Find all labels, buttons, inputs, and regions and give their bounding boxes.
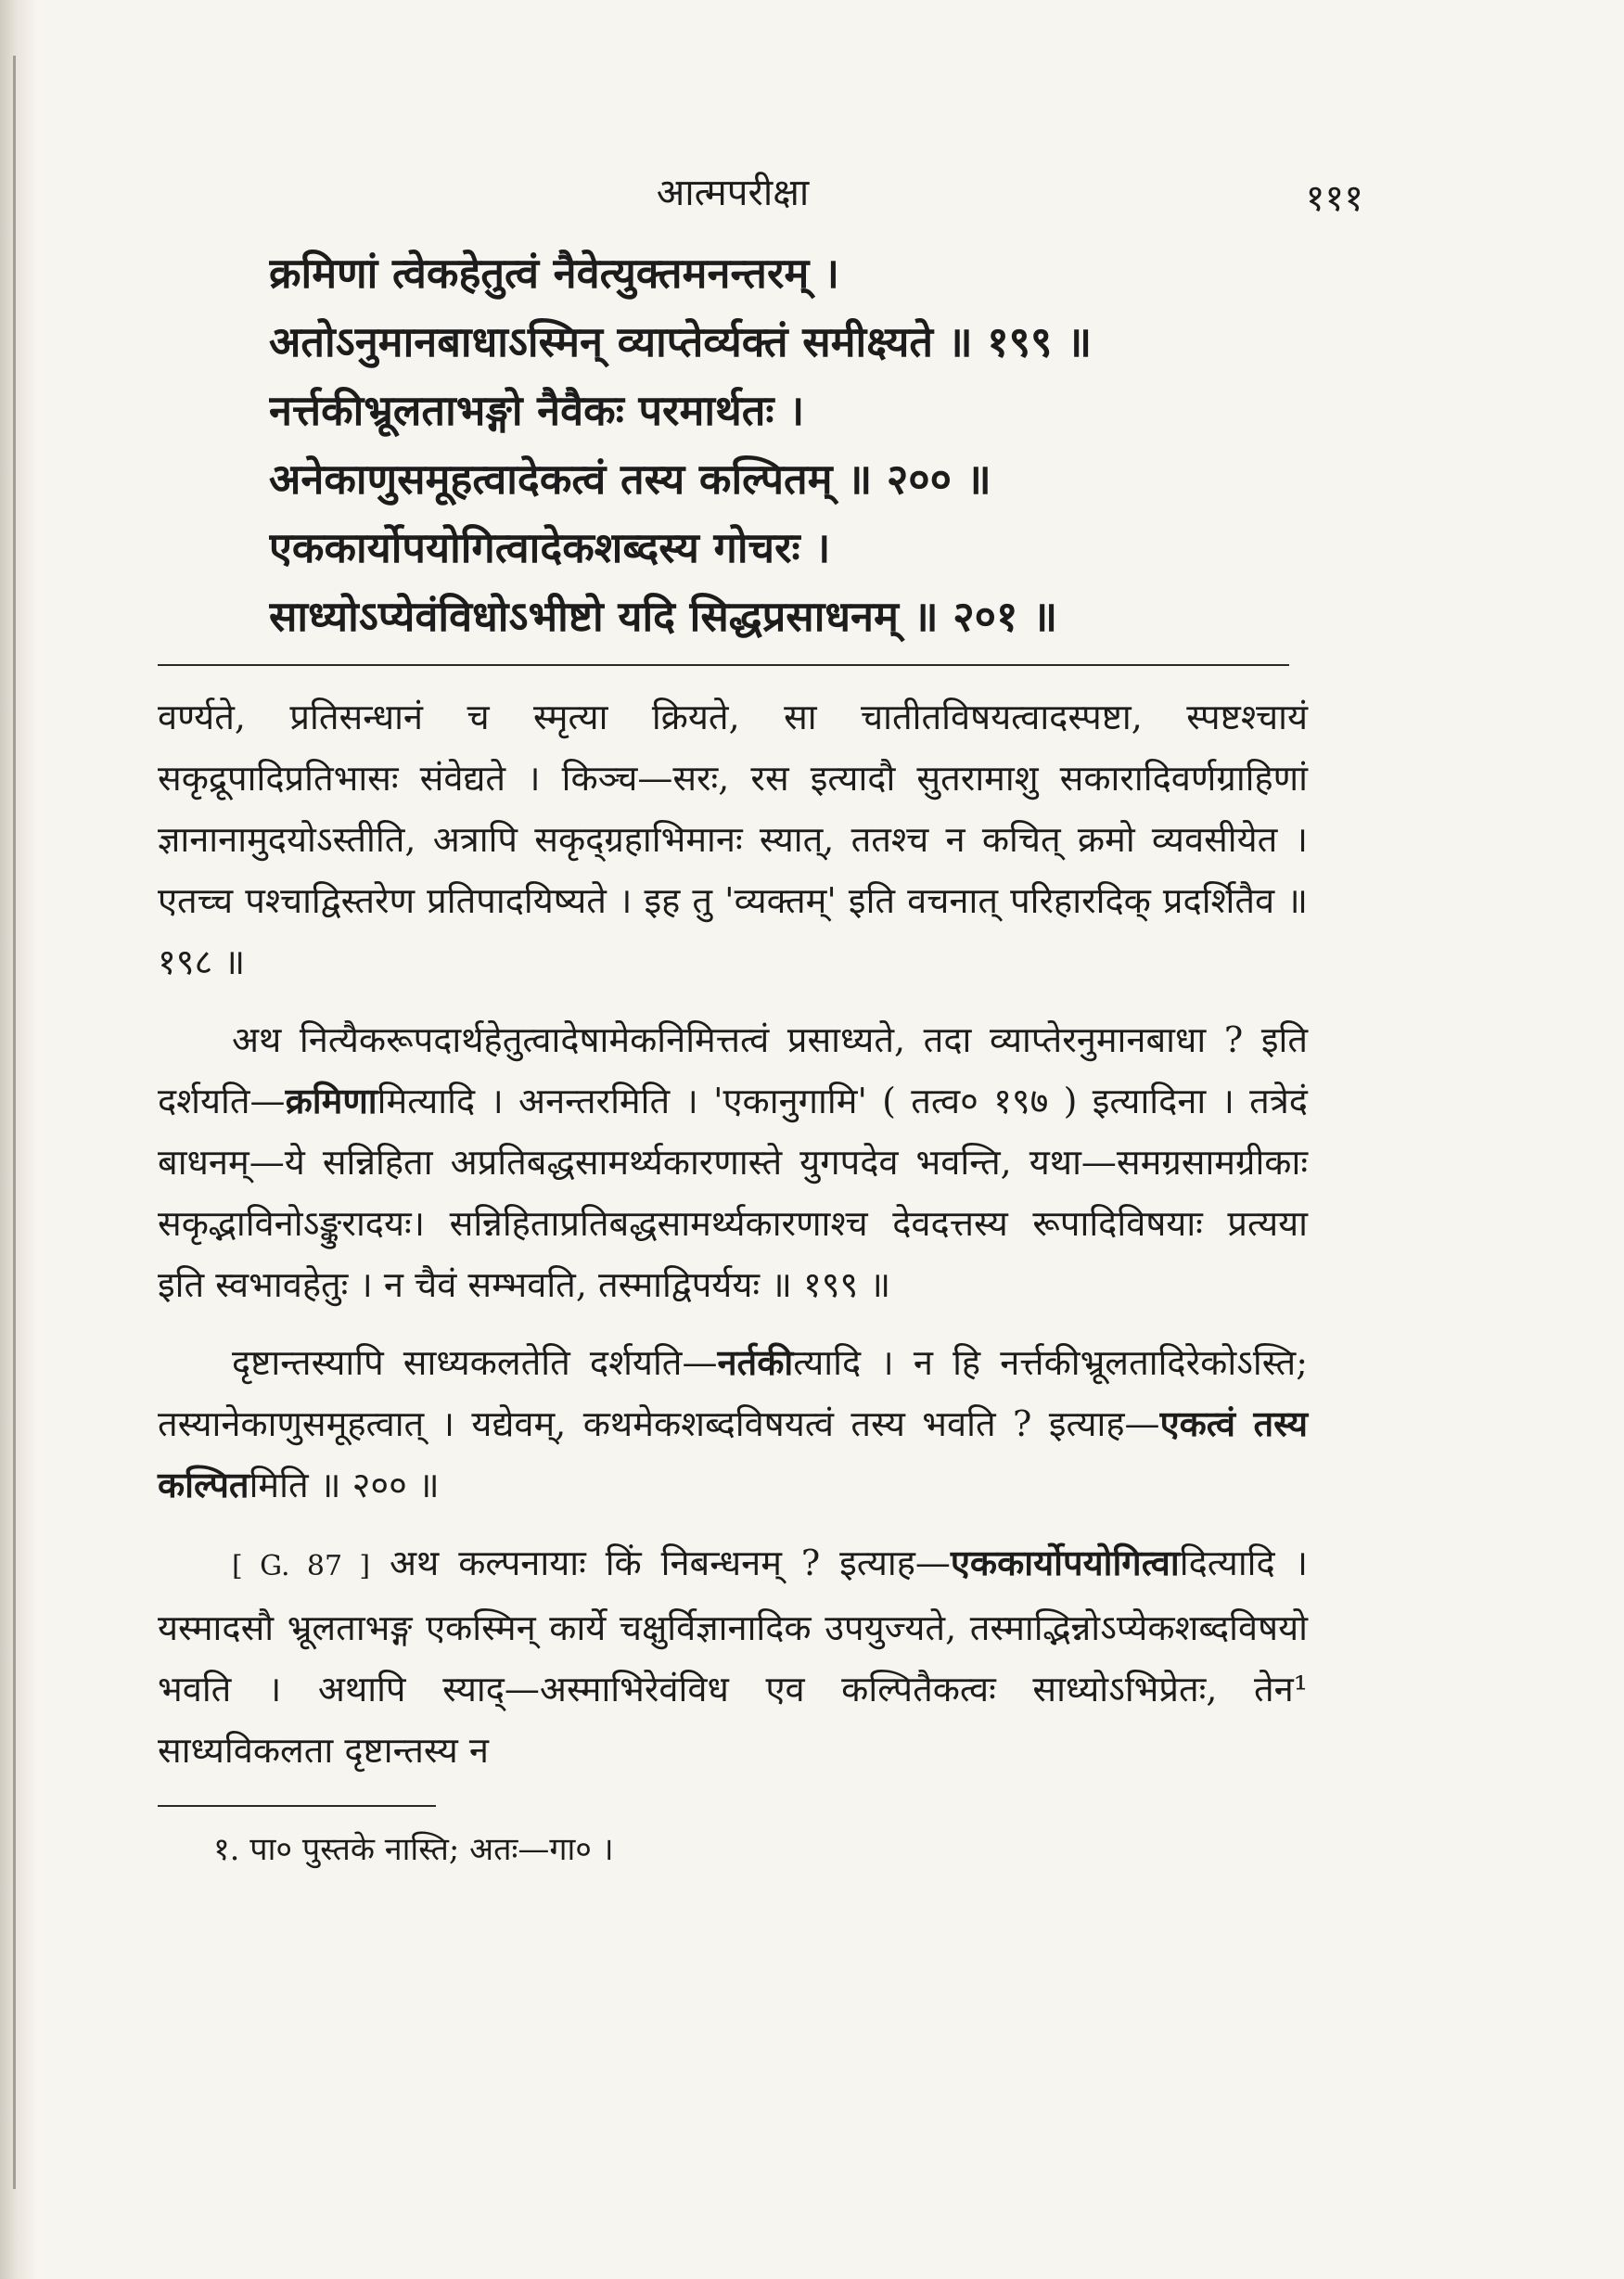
paragraph-text: वर्ण्यते, प्रतिसन्धानं च स्मृत्या क्रियते, सा चातीतविषयत्वादस्पष्टा, स्पष्टश्चायं सकृद्रूपादिप्रतिभासः संवेद्यते । किञ्च—सरः, रस इत्यादौ सुतरामाशु सकारादिवर्णग्राहिणां ज्ञानानामुदयोऽस्तीति, अत्रापि सकृद्ग्रहाभिमानः स्यात्, ततश्च न कचित् क्रमो व्यवसीयेत । एतच्च पश्चाद्विस्तरेण प्रतिपादयिष्यते । इह तु 'व्यक्तम्' इति वचनात् परिहारदिक् प्रदर्शितैव ॥ १९८ ॥ xyxy=(158,697,1308,982)
lemma: नर्तकी xyxy=(717,1341,794,1383)
page-number: १११ xyxy=(1305,177,1363,220)
commentary-paragraph xyxy=(158,686,1308,992)
gilgit-reference: [ G. 87 ] xyxy=(232,1550,371,1582)
paragraph-text xyxy=(158,1009,1308,1315)
verse-line: क्रमिणां त्वेकहेतुत्वं नैवेत्युक्तमनन्तरम् । xyxy=(269,249,839,298)
verse-line: एककार्योपयोगित्वादेकशब्दस्य गोचरः । xyxy=(269,523,831,572)
paragraph-text xyxy=(158,1332,1308,1516)
footnote-rule xyxy=(158,1805,436,1807)
footnote: १. पा० पुस्तके नास्ति; अतः—गा० । xyxy=(213,1831,614,1868)
binding-line xyxy=(13,56,16,2189)
divider-rule xyxy=(158,664,1289,666)
verse-line: अतोऽनुमानबाधाऽस्मिन् व्याप्तेर्व्यक्तं समीक्ष्यते ॥ १९९ ॥ xyxy=(269,317,1093,366)
commentary xyxy=(158,686,1308,1781)
lemma: एकत्वं तस्य कल्पित xyxy=(158,1402,1309,1505)
commentary-paragraph xyxy=(158,1332,1308,1516)
verse-line: अनेकाणुसमूहत्वादेकत्वं तस्य कल्पितम् ॥ २०० ॥ xyxy=(269,455,991,504)
paragraph-span: अथ कल्पनायाः किं निबन्धनम् ? इत्याह— xyxy=(370,1543,951,1583)
paragraph-span: मिति ॥ २०० ॥ xyxy=(249,1465,440,1505)
paragraph-text xyxy=(158,1532,1308,1781)
verse-line: साध्योऽप्येवंविधोऽभीष्टो यदि सिद्धप्रसाधनम् ॥ २०१ ॥ xyxy=(269,592,1058,641)
lemma: क्रमिणा xyxy=(285,1080,377,1121)
paragraph-span: दृष्टान्तस्यापि साध्यकलतेति दर्शयति— xyxy=(232,1342,718,1383)
paragraph-span: दित्यादि । यस्मादसौ भ्रूलताभङ्ग एकस्मिन् कार्ये चक्षुर्विज्ञानादिक उपयुज्यते, तस्माद्भिन्नोऽप्येकशब्दविषयो भवति । अथापि स्याद्—अस्माभिरेवंविध एव कल्पितैकत्वः साध्योऽभिप्रेतः, तेन¹ साध्यविकलता दृष्टान्तस्य न xyxy=(158,1543,1308,1771)
running-head xyxy=(158,158,1363,223)
commentary-paragraph xyxy=(158,1009,1308,1315)
lemma: एककार्योपयोगित्वा xyxy=(950,1542,1180,1583)
page-title: आत्मपरीक्षा xyxy=(656,172,810,214)
paragraph-span: त्यादि । न हि नर्त्तकीभ्रूलतादिरेकोऽस्ति; तस्यानेकाणुसमूहत्वात् । यद्येवम्, कथमेकशब्दविषयत्वं तस्य भवति ? इत्याह— xyxy=(158,1342,1308,1444)
paragraph-span: अथ नित्यैकरूपदार्थहेतुत्वादेषामेकनिमित्तत्वं प्रसाध्यते, तदा व्याप्तेरनुमानबाधा ? इति दर्शयति— xyxy=(158,1019,1308,1121)
verse-block xyxy=(269,239,1271,651)
book-spine-edge xyxy=(0,0,37,2279)
verse-line: नर्त्तकीभ्रूलताभङ्गो नैवैकः परमार्थतः । xyxy=(269,386,805,435)
page xyxy=(158,158,1363,1876)
commentary-paragraph xyxy=(158,1532,1308,1781)
paragraph-span: मित्यादि । अनन्तरमिति । 'एकानुगामि' ( तत्व० १९७ ) इत्यादिना । तत्रेदं बाधनम्—ये सन्निहिता अप्रतिबद्धसामर्थ्यकारणास्ते युगपदेव भवन्ति, यथा—समग्रसामग्रीकाः सकृद्भाविनोऽङ्कुरादयः। सन्निहिताप्रतिबद्धसामर्थ्यकारणाश्च देवदत्तस्य रूपादिविषयाः प्रत्यया इति स्वभावहेतुः । न चैवं सम्भवति, तस्माद्विपर्ययः ॥ १९९ ॥ xyxy=(158,1081,1308,1305)
